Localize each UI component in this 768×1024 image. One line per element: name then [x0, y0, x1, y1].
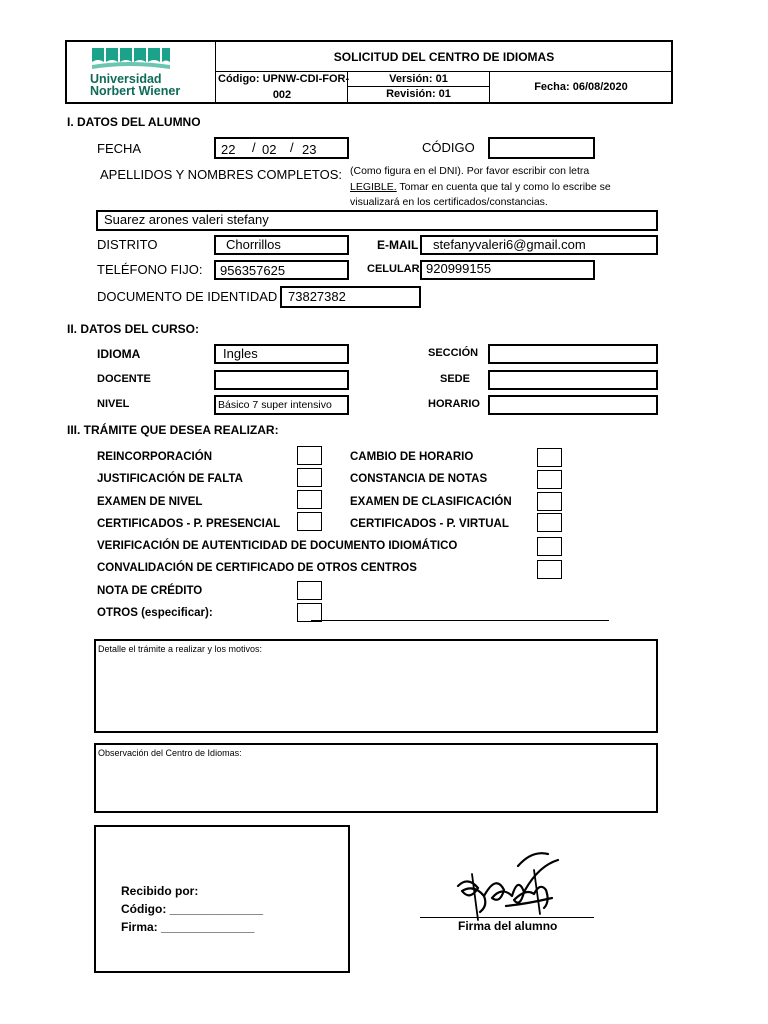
opt-cert-virtual-label: CERTIFICADOS - P. VIRTUAL — [350, 518, 509, 530]
opt-reincorporacion-checkbox[interactable] — [297, 446, 322, 465]
docente-field[interactable] — [214, 370, 349, 390]
nivel-label: NIVEL — [97, 398, 130, 410]
sede-field[interactable] — [488, 370, 658, 390]
distrito-label: DISTRITO — [97, 237, 158, 252]
docente-label: DOCENTE — [97, 373, 151, 385]
form-title: SOLICITUD DEL CENTRO DE IDIOMAS — [333, 50, 555, 64]
header-hdivider — [216, 71, 672, 72]
opt-examen-nivel-label: EXAMEN DE NIVEL — [97, 496, 203, 508]
opt-cert-presencial-checkbox[interactable] — [297, 512, 322, 531]
opt-justificacion-checkbox[interactable] — [297, 468, 322, 487]
fecha-year: 23 — [302, 142, 317, 157]
section3-title: III. TRÁMITE QUE DESEA REALIZAR: — [67, 423, 279, 437]
logo-mark-icon — [90, 46, 172, 74]
opt-nota-credito-label: NOTA DE CRÉDITO — [97, 585, 203, 597]
header-version-divider — [348, 86, 489, 87]
form-code: Código: UPNW-CDI-FOR- — [218, 73, 350, 85]
horario-label: HORARIO — [428, 398, 480, 410]
sede-label: SEDE — [440, 373, 470, 385]
codigo-field[interactable] — [488, 137, 595, 159]
opt-cambio-horario-label: CAMBIO DE HORARIO — [350, 451, 474, 463]
opt-convalidacion-label: CONVALIDACIÓN DE CERTIFICADO DE OTROS CENTROS — [97, 562, 417, 574]
seccion-field[interactable] — [488, 344, 658, 364]
form-revision: Revisión: 01 — [386, 88, 451, 100]
form-date: Fecha: 06/08/2020 — [534, 81, 628, 93]
opt-verificacion-label: VERIFICACIÓN DE AUTENTICIDAD DE DOCUMENTO IDIOMÁTICO — [97, 540, 458, 552]
documento-value: 73827382 — [288, 289, 346, 304]
fecha-month: 02 — [262, 142, 277, 157]
signature-line — [420, 917, 594, 918]
recibido-box — [94, 825, 350, 973]
documento-label: DOCUMENTO DE IDENTIDAD — [97, 289, 278, 304]
nombres-note-2 — [350, 181, 611, 193]
fecha-sep1: / — [252, 140, 256, 155]
opt-convalidacion-checkbox[interactable] — [537, 560, 562, 579]
nombres-note-1: (Como figura en el DNI). Por favor escribir con letra — [350, 165, 590, 177]
telefono-label: TELÉFONO FIJO: — [97, 262, 203, 277]
nombres-label: APELLIDOS Y NOMBRES COMPLETOS: — [100, 167, 343, 182]
opt-verificacion-checkbox[interactable] — [537, 537, 562, 556]
note-legible: LEGIBLE. — [350, 181, 397, 193]
firma-alumno-label: Firma del alumno — [458, 919, 558, 933]
telefono-value: 956357625 — [220, 263, 286, 278]
fecha-day: 22 — [221, 142, 236, 157]
recibido-codigo: Código: ______________ — [121, 902, 264, 916]
form-version: Versión: 01 — [389, 73, 448, 85]
horario-field[interactable] — [488, 395, 658, 415]
recibido-por: Recibido por: — [121, 884, 199, 898]
fecha-sep2: / — [290, 140, 294, 155]
email-label: E-MAIL — [377, 238, 419, 252]
section1-title: I. DATOS DEL ALUMNO — [67, 115, 201, 129]
seccion-label: SECCIÓN — [428, 347, 479, 359]
nombres-note-3: visualizará en los certificados/constancias. — [350, 196, 548, 208]
form-code-cont: 002 — [272, 89, 292, 101]
observacion-label: Observación del Centro de Idiomas: — [98, 748, 242, 758]
student-signature — [448, 846, 568, 926]
university-logo — [90, 46, 200, 98]
email-value: stefanyvaleri6@gmail.com — [433, 237, 586, 252]
opt-constancia-checkbox[interactable] — [537, 470, 562, 489]
nivel-value: Básico 7 super intensivo — [218, 399, 332, 411]
opt-constancia-label: CONSTANCIA DE NOTAS — [350, 473, 488, 485]
opt-cambio-horario-checkbox[interactable] — [537, 448, 562, 467]
opt-cert-virtual-checkbox[interactable] — [537, 513, 562, 532]
note-rest: Tomar en cuenta que tal y como lo escribe se — [396, 181, 611, 193]
celular-value: 920999155 — [426, 261, 492, 276]
detalle-label: Detalle el trámite a realizar y los motivos: — [98, 644, 263, 654]
distrito-value: Chorrillos — [226, 237, 281, 252]
fecha-label: FECHA — [97, 141, 142, 156]
otros-specify-line[interactable] — [311, 620, 609, 621]
section2-title: II. DATOS DEL CURSO: — [67, 322, 200, 336]
opt-otros-label: OTROS (especificar): — [97, 607, 213, 619]
idioma-label: IDIOMA — [97, 347, 141, 361]
idioma-value: Ingles — [223, 346, 258, 361]
opt-reincorporacion-label: REINCORPORACIÓN — [97, 451, 213, 463]
opt-nota-credito-checkbox[interactable] — [297, 581, 322, 600]
logo-line2: Norbert Wiener — [90, 84, 181, 98]
opt-examen-clasificacion-label: EXAMEN DE CLASIFICACIÓN — [350, 496, 512, 508]
recibido-firma: Firma: ______________ — [121, 920, 255, 934]
opt-cert-presencial-label: CERTIFICADOS - P. PRESENCIAL — [97, 518, 281, 530]
opt-examen-nivel-checkbox[interactable] — [297, 490, 322, 509]
opt-examen-clasificacion-checkbox[interactable] — [537, 492, 562, 511]
opt-justificacion-label: JUSTIFICACIÓN DE FALTA — [97, 473, 243, 485]
celular-label: CELULAR — [367, 263, 420, 275]
codigo-label: CÓDIGO — [422, 140, 475, 155]
nombres-value: Suarez arones valeri stefany — [104, 212, 269, 227]
logo-line1: Universidad — [90, 72, 162, 86]
